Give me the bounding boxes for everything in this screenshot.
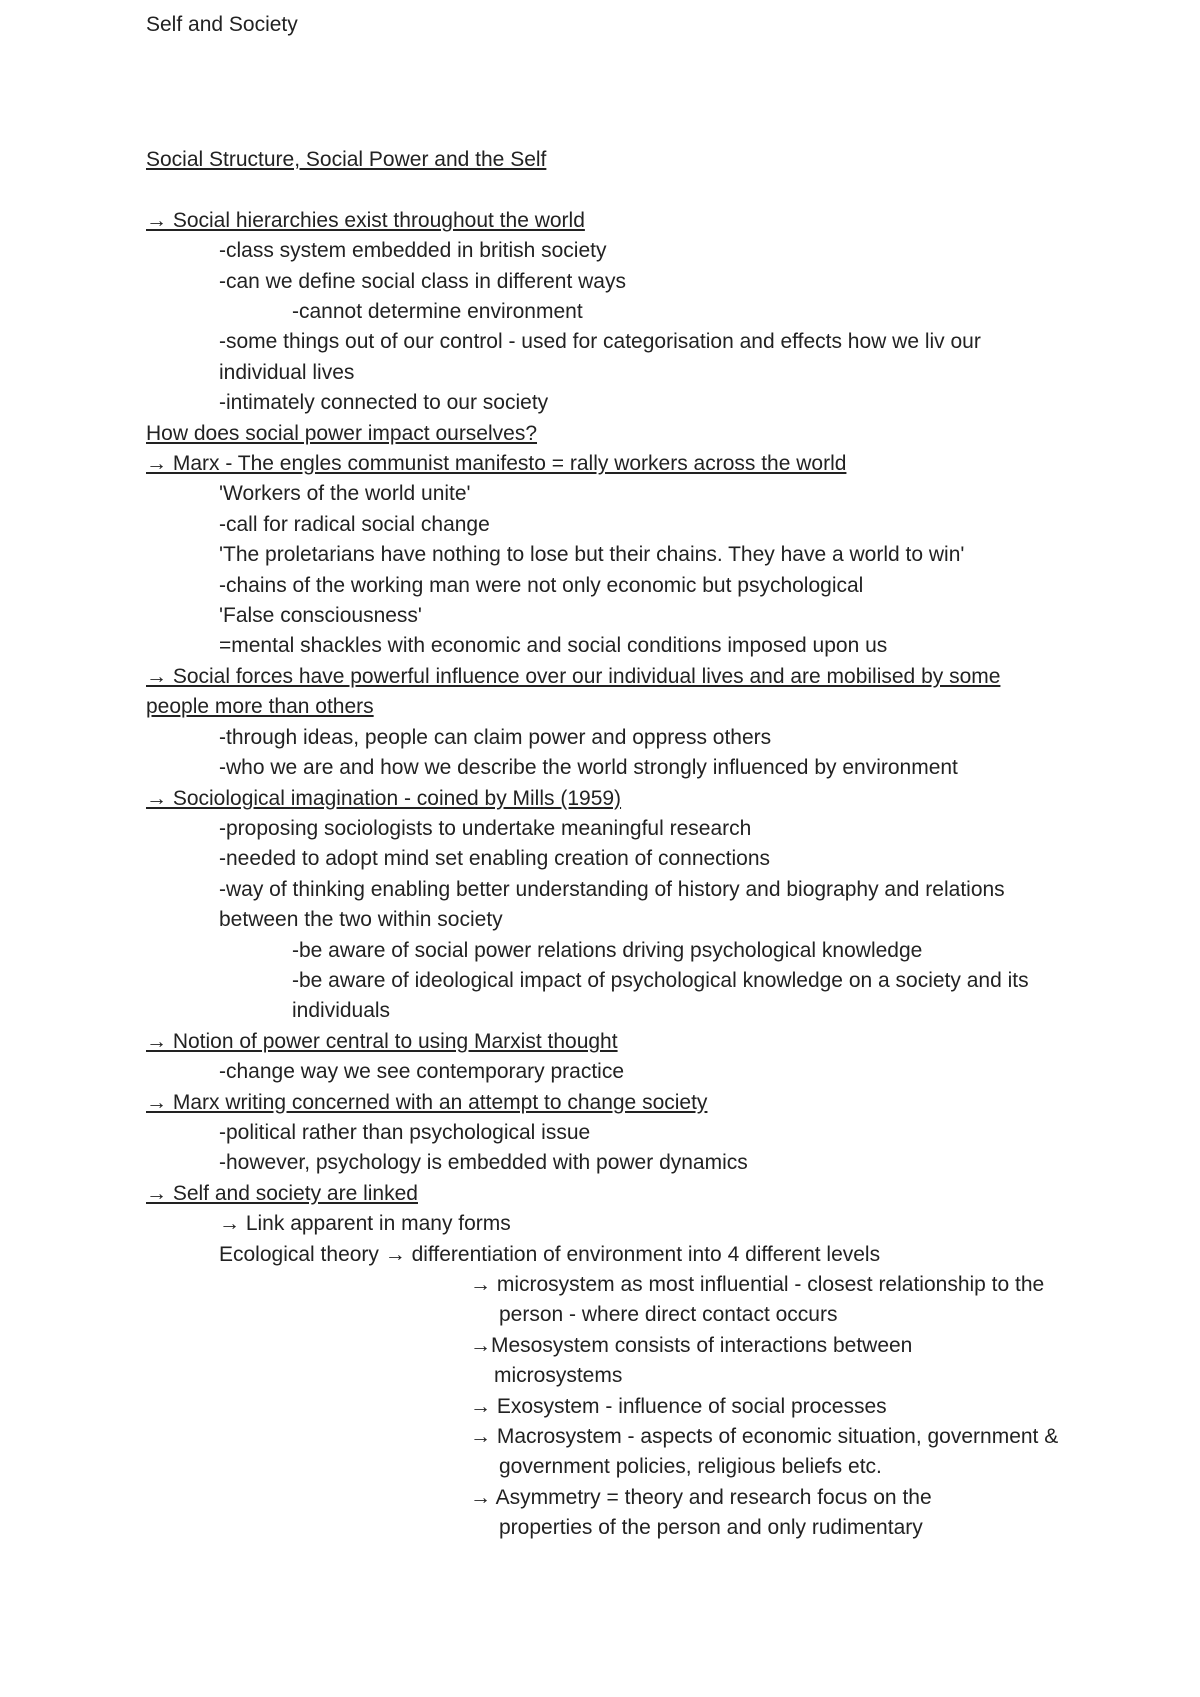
note-line: -chains of the working man were not only economic but psychological	[219, 573, 864, 597]
note-line: -who we are and how we describe the world strongly influenced by environment	[219, 756, 958, 780]
note-line: -needed to adopt mind set enabling creation of connections	[219, 847, 771, 871]
note-line: -change way we see contemporary practice	[219, 1060, 625, 1084]
note-line: -however, psychology is embedded with power dynamics	[219, 1151, 748, 1175]
note-line: -intimately connected to our society	[219, 391, 549, 415]
note-line: -call for radical social change	[219, 512, 490, 536]
note-line: -be aware of social power relations driving psychological knowledge	[292, 938, 923, 962]
section-heading: → Notion of power central to using Marxist thought	[146, 1029, 618, 1053]
note-line: 'Workers of the world unite'	[219, 482, 471, 506]
note-line: -proposing sociologists to undertake meaningful research	[219, 816, 752, 840]
section-heading: → Social hierarchies exist throughout the world	[146, 208, 585, 232]
note-line: → Exosystem - influence of social processes	[470, 1394, 887, 1418]
note-line: -be aware of ideological impact of psychological knowledge on a society and its individuals	[292, 968, 1029, 1023]
section-heading: → Self and society are linked	[146, 1181, 418, 1205]
note-line: 'The proletarians have nothing to lose but their chains. They have a world to win'	[219, 543, 965, 567]
section-heading: → Marx - The engles communist manifesto = rally workers across the world	[146, 452, 847, 476]
note-line: → Macrosystem - aspects of economic situation, government & government policies, religious beliefs etc.	[470, 1425, 1059, 1479]
note-line: -some things out of our control - used for categorisation and effects how we liv our individual lives	[219, 330, 981, 384]
note-line: =mental shackles with economic and social conditions imposed upon us	[219, 634, 888, 658]
document-body	[146, 145, 1066, 1544]
blank-line	[146, 175, 1066, 205]
note-line: 'False consciousness'	[219, 604, 422, 628]
note-line: -through ideas, people can claim power and oppress others	[219, 725, 772, 749]
note-line: -political rather than psychological issue	[219, 1120, 591, 1144]
note-line: -cannot determine environment	[292, 300, 583, 324]
section-heading: → Social forces have powerful influence over our individual lives and are mobilised by some people more than others	[146, 664, 1001, 719]
note-line: -class system embedded in british society	[219, 239, 607, 263]
note-line: → Asymmetry = theory and research focus on the properties of the person and only rudimentary	[470, 1485, 932, 1540]
note-line: →Mesosystem consists of interactions between microsystems	[470, 1333, 913, 1388]
note-line: -way of thinking enabling better understanding of history and biography and relations between the two within society	[219, 877, 1005, 932]
notes-list	[146, 206, 1066, 1544]
note-line: -can we define social class in different ways	[219, 269, 626, 293]
page-header: Self and Society	[146, 13, 298, 36]
note-line: Ecological theory → differentiation of environment into 4 different levels	[219, 1242, 881, 1266]
document-title: Social Structure, Social Power and the Self	[146, 148, 547, 171]
note-line: → microsystem as most influential - closest relationship to the person - where direct contact occurs	[470, 1273, 1045, 1327]
section-heading: → Marx writing concerned with an attempt to change society	[146, 1090, 708, 1114]
section-heading: How does social power impact ourselves?	[146, 421, 538, 445]
section-heading: → Sociological imagination - coined by Mills (1959)	[146, 786, 622, 810]
note-line: → Link apparent in many forms	[219, 1212, 511, 1236]
